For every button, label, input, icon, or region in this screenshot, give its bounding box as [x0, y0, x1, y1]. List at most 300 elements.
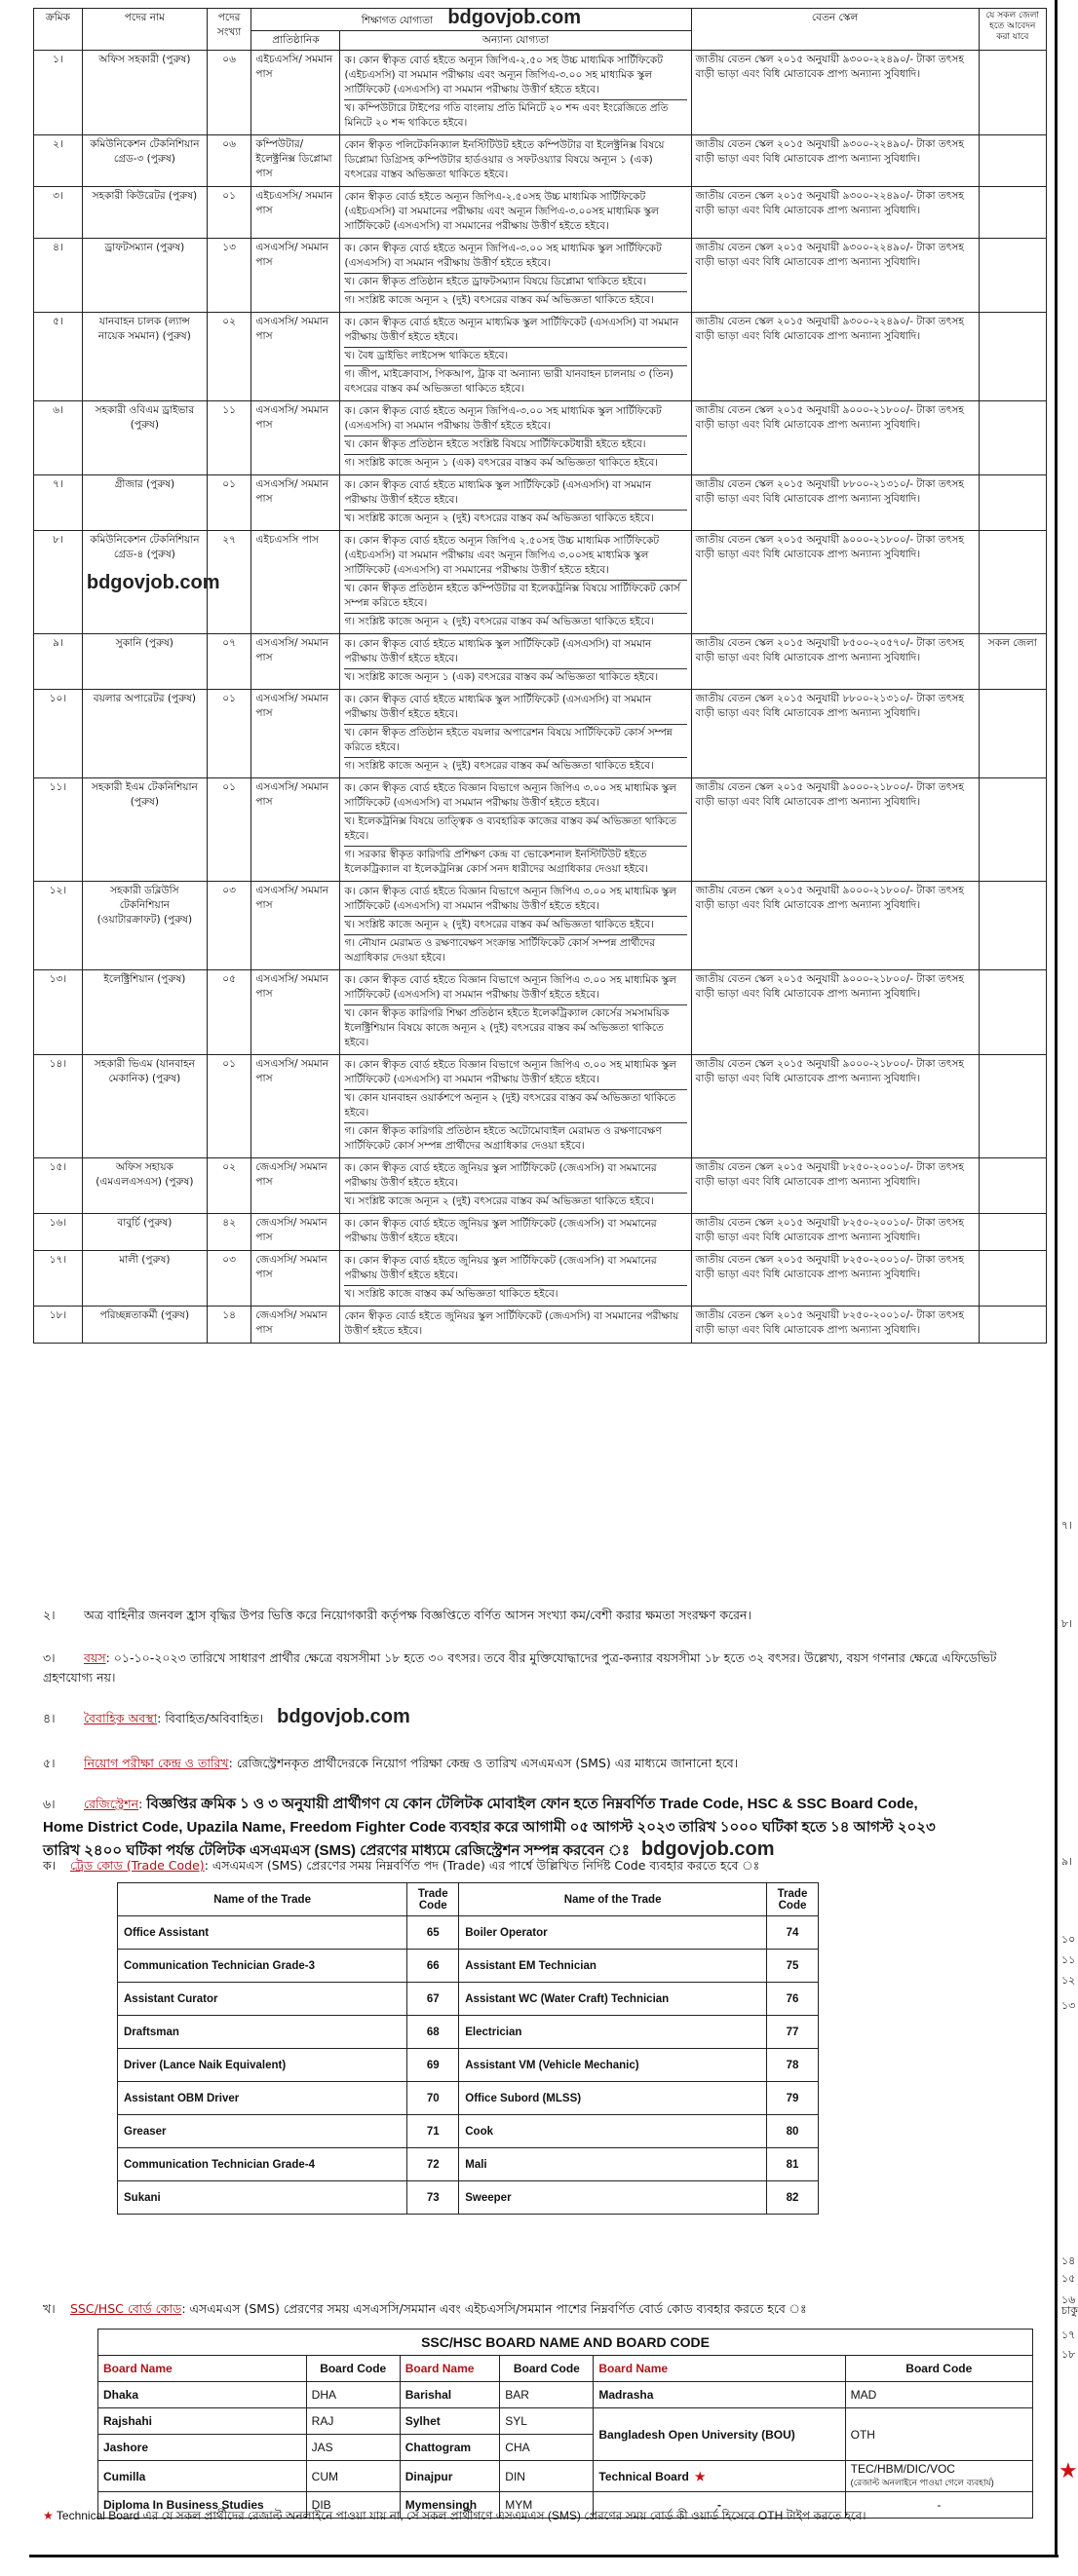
trade-name-cell: Electrician	[459, 2016, 767, 2049]
row-institutional-qualification: এসএসসি/ সমমান পাস	[251, 313, 340, 401]
row-serial: ১৩।	[34, 970, 83, 1055]
row-institutional-qualification: কম্পিউটার/ ইলেক্ট্রনিক্স ডিপ্লোমা পাস	[251, 135, 340, 187]
row-post-count: ০৩	[207, 1251, 251, 1307]
row-post-name: পরিচ্ছন্নতাকর্মী (পুরুষ)	[82, 1307, 207, 1344]
qualification-line: গ। সংশ্লিষ্ট কাজে অন্যূন ২ (দুই) বৎসরের বাস্তব কর্ম অভিজ্ঞতা থাকিতে হইবে।	[344, 616, 654, 627]
board-name-cell: Mymensingh	[400, 2492, 500, 2519]
row-pay-scale: জাতীয় বেতন স্কেল ২০১৫ অনুযায়ী ৯৩০০-২২৪৯০/- টাকা তৎসহ বাড়ী ভাড়া এবং বিধি মোতাবেক প্রাপ্য অন্যান্য সুবিধাদি।	[691, 135, 979, 187]
note-kha-label: SSC/HSC বোর্ড কোড	[70, 2301, 182, 2316]
board-name-cell: Cumilla	[98, 2461, 307, 2492]
table-row	[34, 51, 1047, 135]
row-post-count: ১১	[207, 401, 251, 475]
trade-code-cell: 74	[767, 1916, 819, 1950]
margin-number: ৯।	[1061, 1855, 1073, 1868]
trade-code-cell: 72	[407, 2148, 459, 2181]
board-name-cell: Dinajpur	[400, 2461, 500, 2492]
margin-number: ১৬	[1061, 2293, 1076, 2306]
row-post-name: বয়লার অপারেটর (পুরুষ)	[82, 690, 207, 778]
row-pay-scale: জাতীয় বেতন স্কেল ২০১৫ অনুযায়ী ৯০০০-২১৮০০/- টাকা তৎসহ বাড়ী ভাড়া এবং বিধি মোতাবেক প্রাপ্য অন্যান্য সুবিধাদি।	[691, 778, 979, 882]
row-post-count: ০৩	[207, 882, 251, 970]
row-post-count: ০১	[207, 475, 251, 531]
qualification-line: খ। কোন স্বীকৃত কারিগরি শিক্ষা প্রতিষ্ঠান হইতে ইলেকট্রিক্যাল কোর্সের সমসাময়িক ইলেক্ট্রিশিয়ান বিষয়ে কাজে অন্যূন ২ (দুই) বৎসরের বাস্তব কর্ম অভিজ্ঞতা থাকিতে হইবে।	[344, 1007, 670, 1048]
board-name-cell: -	[594, 2492, 845, 2519]
board-code-cell: CHA	[500, 2435, 594, 2461]
row-other-qualification	[340, 882, 691, 970]
qualification-line: ক। কোন স্বীকৃত বোর্ড হইতে বিজ্ঞান বিভাগে অন্যূন জিপিএ ৩.০০ সহ মাধ্যমিক স্কুল সার্টিফিকেট (এসএসসি) বা সমমান পরীক্ষায় উত্তীর্ণ হইতে হইবে।	[344, 780, 686, 814]
trade-name-cell: Assistant VM (Vehicle Mechanic)	[459, 2049, 767, 2082]
row-other-qualification	[340, 778, 691, 882]
board-table-header	[98, 2356, 1033, 2382]
board-name-cell: Sylhet	[400, 2408, 500, 2435]
qualification-line: খ। কোন স্বীকৃত প্রতিষ্ঠান হইতে ড্রাফটসম্যান বিষয়ে ডিপ্লোমা থাকিতে হইবে।	[344, 274, 686, 292]
trade-code-cell: 68	[407, 2016, 459, 2049]
row-district	[979, 51, 1046, 135]
note-4: ৪। বৈবাহিক অবস্থা: বিবাহিত/অবিবাহিত। bdgovjob.com	[43, 1706, 410, 1727]
trade-name-cell: Sweeper	[459, 2181, 767, 2215]
qualification-line: গ। সরকার স্বীকৃত কারিগরি প্রশিক্ষণ কেন্দ্র বা ভোকেশনাল ইনস্টিটিউট হইতে ইলেকট্রিক্যাল বা ইলেকট্রনিক্স কোর্স সনদ ধারীদের অগ্রাধিকার দেওয়া হইবে।	[344, 849, 649, 875]
row-post-name: সুকানি (পুরুষ)	[82, 634, 207, 690]
row-serial: ৮।	[34, 531, 83, 634]
row-post-count: ০১	[207, 778, 251, 882]
qualification-line: ক। কোন স্বীকৃত বোর্ড হইতে মাধ্যমিক স্কুল সার্টিফিকেট (এসএসসি) বা সমমান পরীক্ষায় উত্তীর্ণ হইতে হইবে।	[344, 477, 686, 511]
table-row	[34, 778, 1047, 882]
margin-number: ১২	[1061, 1974, 1076, 1987]
board-header-code: Board Code	[306, 2356, 400, 2382]
row-other-qualification	[340, 1251, 691, 1307]
row-district	[979, 1158, 1046, 1214]
board-name-cell: Diploma In Business Studies	[98, 2492, 307, 2519]
trade-row	[118, 2016, 819, 2049]
note-3-label: বয়স	[84, 1650, 106, 1665]
watermark-text: bdgovjob.com	[447, 7, 582, 28]
table-row	[34, 690, 1047, 778]
trade-header-code: Trade Code	[407, 1883, 459, 1916]
trade-row	[118, 1950, 819, 1983]
row-district	[979, 1214, 1046, 1251]
row-pay-scale: জাতীয় বেতন স্কেল ২০১৫ অনুযায়ী ৯৩০০-২২৪৯০/- টাকা তৎসহ বাড়ী ভাড়া এবং বিধি মোতাবেক প্রাপ্য অন্যান্য সুবিধাদি।	[691, 239, 979, 313]
row-post-name: ইলেক্ট্রিশিয়ান (পুরুষ)	[82, 970, 207, 1055]
note-2-number: ২।	[43, 1608, 56, 1622]
trade-code-cell: 75	[767, 1950, 819, 1983]
row-institutional-qualification: এইচএসসি/ সমমান পাস	[251, 51, 340, 135]
trade-name-cell: Boiler Operator	[459, 1916, 767, 1950]
row-other-qualification	[340, 313, 691, 401]
note-kha-number: খ।	[43, 2301, 56, 2316]
row-pay-scale: জাতীয় বেতন স্কেল ২০১৫ অনুযায়ী ৮৮০০-২১৩১০/- টাকা তৎসহ বাড়ী ভাড়া এবং বিধি মোতাবেক প্রাপ্য অন্যান্য সুবিধাদি।	[691, 475, 979, 531]
qualification-line: খ। কোন স্বীকৃত প্রতিষ্ঠান হইতে বয়লার অপারেশন বিষয়ে সার্টিফিকেট কোর্স সম্পন্ন করিতে হইবে।	[344, 725, 686, 758]
row-serial: ১৬।	[34, 1214, 83, 1251]
margin-number: ৮।	[1061, 1617, 1073, 1630]
row-post-count: ০২	[207, 313, 251, 401]
row-pay-scale: জাতীয় বেতন স্কেল ২০১৫ অনুযায়ী ৯৩০০-২২৪৯০/- টাকা তৎসহ বাড়ী ভাড়া এবং বিধি মোতাবেক প্রাপ্য অন্যান্য সুবিধাদি।	[691, 313, 979, 401]
note-5-text: রেজিস্ট্রেশনকৃত প্রার্থীদেরকে নিয়োগ পরিক্ষা কেন্দ্র ও তারিখ এসএমএস (SMS) এর মাধ্যমে জানানো হবে।	[236, 1756, 739, 1770]
table-row	[34, 1158, 1047, 1214]
row-serial: ১৭।	[34, 1251, 83, 1307]
qualification-line: ক। কোন স্বীকৃত বোর্ড হইতে মাধ্যমিক স্কুল সার্টিফিকেট (এসএসসি) বা সমমান পরীক্ষায় উত্তীর্ণ হইতে হইবে।	[344, 692, 686, 725]
row-district	[979, 970, 1046, 1055]
qualification-line: ক। কোন স্বীকৃত বোর্ড হইতে অন্যূন জিপিএ-৩.০০ সহ মাধ্যমিক স্কুল সার্টিফিকেট (এসএসসি) বা সমমান পরীক্ষায় উত্তীর্ণ হইতে হইবে।	[344, 241, 686, 274]
qualification-line: কোন স্বীকৃত বোর্ড হইতে জুনিয়র স্কুল সার্টিফিকেট (জেএসসি) বা সমমানের পরীক্ষায় উত্তীর্ণ হইতে হইবে।	[344, 1310, 679, 1337]
board-code-cell: -	[845, 2492, 1032, 2519]
header-post-name: পদের নাম	[82, 9, 207, 51]
row-district	[979, 882, 1046, 970]
qualification-line: খ। কোন স্বীকৃত প্রতিষ্ঠান হইতে সংশ্লিষ্ট বিষয়ে সার্টিফিকেটধারী হইতে হইবে।	[344, 436, 686, 455]
row-post-name: বাবুর্চি (পুরুষ)	[82, 1214, 207, 1251]
table-row	[34, 135, 1047, 187]
row-post-name: কমিউনিকেশন টেকনিশিয়ান গ্রেড-৪ (পুরুষ) bdgovjob.com	[82, 531, 207, 634]
row-institutional-qualification: এসএসসি/ সমমান পাস	[251, 239, 340, 313]
trade-name-cell: Draftsman	[118, 2016, 407, 2049]
row-institutional-qualification: জেএসসি/ সমমান পাস	[251, 1158, 340, 1214]
qualification-line: ক। কোন স্বীকৃত বোর্ড হইতে বিজ্ঞান বিভাগে অন্যূন জিপিএ ৩.০০ সহ মাধ্যমিক স্কুল সার্টিফিকেট (এসএসসি) বা সমমান পরীক্ষায় উত্তীর্ণ হইতে হইবে।	[344, 884, 686, 917]
header-pay-scale: বেতন স্কেল	[691, 9, 979, 51]
table-row	[34, 401, 1047, 475]
row-post-name: কমিউনিকেশন টেকনিশিয়ান গ্রেড-৩ (পুরুষ)	[82, 135, 207, 187]
row-pay-scale: জাতীয় বেতন স্কেল ২০১৫ অনুযায়ী ৮৫০০-২০৫৭০/- টাকা তৎসহ বাড়ী ভাড়া এবং বিধি মোতাবেক প্রাপ্য অন্যান্য সুবিধাদি।	[691, 634, 979, 690]
row-post-name: মালী (পুরুষ)	[82, 1251, 207, 1307]
row-institutional-qualification: এইচএসসি পাস	[251, 531, 340, 634]
row-institutional-qualification: এসএসসি/ সমমান পাস	[251, 690, 340, 778]
board-header-name: Board Name	[594, 2356, 845, 2382]
watermark-text: bdgovjob.com	[640, 1838, 775, 1860]
qualification-line: খ। কোন স্বীকৃত প্রতিষ্ঠান হইতে কম্পিউটার বা ইলেকট্রনিক্স বিষয়ে সার্টিফিকেট কোর্স সম্পন্ন করিতে হইবে।	[344, 581, 686, 614]
qualification-line: খ। সংশ্লিষ্ট কাজে বাস্তব কর্ম অভিজ্ঞতা থাকিতে হইবে।	[344, 1288, 558, 1300]
row-institutional-qualification: এসএসসি/ সমমান পাস	[251, 970, 340, 1055]
board-header-code: Board Code	[500, 2356, 594, 2382]
row-district	[979, 531, 1046, 634]
table-row	[34, 187, 1047, 239]
row-serial: ৭।	[34, 475, 83, 531]
qualification-line: গ। জীপ, মাইক্রোবাস, পিকআপ, ট্রাক বা অন্যান্য ভারী যানবাহন চালনায় ৩ (তিন) বৎসরের বাস্তব কর্ম অভিজ্ঞতা থাকিতে হইবে।	[344, 368, 674, 395]
row-post-name: সহকারী ওবিএম ড্রাইভার (পুরুষ)	[82, 401, 207, 475]
trade-code-cell: 73	[407, 2181, 459, 2215]
trade-code-table	[117, 1882, 819, 2215]
board-row	[98, 2408, 1033, 2435]
trade-row	[118, 2115, 819, 2148]
row-institutional-qualification: জেএসসি/ সমমান পাস	[251, 1214, 340, 1251]
table-row	[34, 970, 1047, 1055]
footer-note	[43, 2506, 1047, 2525]
row-institutional-qualification: এসএসসি/ সমমান পাস	[251, 634, 340, 690]
trade-row	[118, 2181, 819, 2215]
board-code-cell: RAJ	[306, 2408, 400, 2435]
qualification-line: খ। কম্পিউটারে টাইপের গতি বাংলায় প্রতি মিনিটে ২০ শব্দ এবং ইংরেজিতে প্রতি মিনিটে ২০ শব্দ থাকিতে হইবে।	[344, 102, 669, 129]
trade-name-cell: Sukani	[118, 2181, 407, 2215]
row-post-name: সহকারী ইএম টেকনিশিয়ান (পুরুষ)	[82, 778, 207, 882]
qualification-line: ক। কোন স্বীকৃত বোর্ড হইতে জুনিয়র স্কুল সার্টিফিকেট (জেএসসি) বা সমমানের পরীক্ষায় উত্তীর্ণ হইতে হইবে।	[344, 1218, 657, 1244]
row-district	[979, 1055, 1046, 1158]
watermark-text: bdgovjob.com	[277, 1706, 410, 1727]
row-district	[979, 401, 1046, 475]
note-ka-number: ক।	[43, 1858, 57, 1873]
row-post-count: ৪২	[207, 1214, 251, 1251]
board-name-cell: Rajshahi	[98, 2408, 307, 2435]
note-6-label: রেজিস্ট্রেশন	[84, 1797, 139, 1811]
qualification-line: খ। ইলেকট্রনিক্স বিষয়ে তাত্ত্বিক ও ব্যবহারিক কাজের বাস্তব কর্ম অভিজ্ঞতা থাকিতে হইবে।	[344, 814, 686, 847]
row-other-qualification	[340, 239, 691, 313]
note-kha-text: এসএমএস (SMS) প্রেরণের সময় এসএসসি/সমমান এবং এইচএসসি/সমমান পাশের নিম্নবর্ণিত বোর্ড কোড ব্যবহার করতে হবে ঃ	[189, 2301, 807, 2316]
row-post-count: ০৬	[207, 51, 251, 135]
row-serial: ৬।	[34, 401, 83, 475]
board-name-cell: Technical Board ★	[594, 2461, 845, 2492]
margin-number: ৭।	[1061, 1519, 1073, 1532]
row-post-count: ১৩	[207, 239, 251, 313]
row-other-qualification	[340, 1158, 691, 1214]
table-row	[34, 475, 1047, 531]
board-row	[98, 2382, 1033, 2408]
trade-name-cell: Greaser	[118, 2115, 407, 2148]
row-pay-scale: জাতীয় বেতন স্কেল ২০১৫ অনুযায়ী ৯৩০০-২২৪৯০/- টাকা তৎসহ বাড়ী ভাড়া এবং বিধি মোতাবেক প্রাপ্য অন্যান্য সুবিধাদি।	[691, 187, 979, 239]
watermark-text: bdgovjob.com	[86, 572, 220, 593]
qualification-line: ক। কোন স্বীকৃত বোর্ড হইতে অন্যূন জিপিএ-৩.০০ সহ মাধ্যমিক স্কুল সার্টিফিকেট (এসএসসি) বা সমমান পরীক্ষায় উত্তীর্ণ হইতে হইবে।	[344, 403, 686, 436]
note-2-text: অত্র বাহিনীর জনবল হ্রাস বৃদ্ধির উপর ভিত্তি করে নিয়োগকারী কর্তৃপক্ষ বিজ্ঞপ্তিতে বর্ণিত আসন সংখ্যা কম/বেশী করার ক্ষমতা সংরক্ষণ করেন।	[84, 1608, 751, 1622]
row-serial: ২।	[34, 135, 83, 187]
table-row	[34, 1214, 1047, 1251]
row-pay-scale: জাতীয় বেতন স্কেল ২০১৫ অনুযায়ী ৯০০০-২১৮০০/- টাকা তৎসহ বাড়ী ভাড়া এবং বিধি মোতাবেক প্রাপ্য অন্যান্য সুবিধাদি।	[691, 531, 979, 634]
qualification-line: ক। কোন স্বীকৃত বোর্ড হইতে অন্যূন জিপিএ-২.৫০ সহ উচ্চ মাধ্যমিক সার্টিফিকেট (এইচএসসি) বা সমমান পরীক্ষায় এবং অন্যূন জিপিএ-৩.০০ সহ মাধ্যমিক স্কুল সার্টিফিকেট (এসএসসি) বা সমমান পরীক্ষায় উত্তীর্ণ হইতে হইবে।	[344, 53, 686, 100]
row-institutional-qualification: জেএসসি/ সমমান পাস	[251, 1251, 340, 1307]
row-post-name: সহকারী ডব্লিউসি টেকনিশিয়ান (ওয়াটারক্রাফট) (পুরুষ)	[82, 882, 207, 970]
trade-code-cell: 78	[767, 2049, 819, 2082]
board-code-cell: BAR	[500, 2382, 594, 2408]
note-ka: ক। ট্রেড কোড (Trade Code): এসএমএস (SMS) প্রেরণের সময় নিম্নবর্ণিত পদ (Trade) এর পার্শ্বে উল্লিখিত নির্দিষ্ট Code ব্যবহার করতে হবে ঃ	[43, 1856, 1047, 1875]
row-district	[979, 475, 1046, 531]
margin-number: ১১	[1061, 1953, 1076, 1966]
table-row	[34, 313, 1047, 401]
row-other-qualification	[340, 51, 691, 135]
row-other-qualification	[340, 1214, 691, 1251]
row-serial: ৯।	[34, 634, 83, 690]
row-serial: ৪।	[34, 239, 83, 313]
board-header-name: Board Name	[400, 2356, 500, 2382]
table-row	[34, 1055, 1047, 1158]
row-district	[979, 690, 1046, 778]
row-other-qualification	[340, 690, 691, 778]
trade-code-cell: 76	[767, 1983, 819, 2016]
qualification-line: ক। কোন স্বীকৃত বোর্ড হইতে জুনিয়র স্কুল সার্টিফিকেট (জেএসসি) বা সমমানের পরীক্ষায় উত্তীর্ণ হইতে হইবে।	[344, 1253, 686, 1286]
row-institutional-qualification: এসএসসি/ সমমান পাস	[251, 1055, 340, 1158]
trade-code-cell: 65	[407, 1916, 459, 1950]
trade-header-code: Trade Code	[767, 1883, 819, 1916]
trade-header-name: Name of the Trade	[459, 1883, 767, 1916]
trade-row	[118, 2049, 819, 2082]
board-code-cell: JAS	[306, 2435, 400, 2461]
row-serial: ৩।	[34, 187, 83, 239]
trade-code-cell: 79	[767, 2082, 819, 2115]
margin-number: ১৫	[1061, 2272, 1076, 2285]
qualification-line: ক। কোন স্বীকৃত বোর্ড হইতে অন্যূন জিপিএ ২.৫০সহ উচ্চ মাধ্যমিক সার্টিফিকেট (এইচএসসি) বা সমমান পরীক্ষায় এবং অন্যূন জিপিএ ৩.০০সহ মাধ্যমিক স্কুল সার্টিফিকেট (এসএসসি) বা সমমানের পরীক্ষায় উত্তীর্ণ হইতে হইবে।	[344, 533, 686, 581]
row-serial: ১।	[34, 51, 83, 135]
row-post-count: ০২	[207, 1158, 251, 1214]
row-serial: ১৪।	[34, 1055, 83, 1158]
header-education-label: শিক্ষাগত যোগ্যতা	[361, 15, 433, 26]
row-other-qualification	[340, 187, 691, 239]
qualification-line: ক। কোন স্বীকৃত বোর্ড হইতে বিজ্ঞান বিভাগে অন্যূন জিপিএ ৩.০০ সহ মাধ্যমিক স্কুল সার্টিফিকেট (এসএসসি) বা সমমান পরীক্ষায় উত্তীর্ণ হইতে হইবে।	[344, 1057, 686, 1090]
qualification-line: খ। সংশ্লিষ্ট কাজে অন্যূন ১ (এক) বৎসরের বাস্তব কর্ম অভিজ্ঞতা থাকিতে হইবে।	[344, 671, 659, 683]
trade-name-cell: Driver (Lance Naik Equivalent)	[118, 2049, 407, 2082]
note-ka-label: ট্রেড কোড (Trade Code)	[70, 1858, 205, 1873]
row-district: সকল জেলা	[979, 634, 1046, 690]
qualification-line: গ। কোন স্বীকৃত কারিগরি প্রতিষ্ঠান হইতে অটোমোবাইল মেরামত ও রক্ষণাবেক্ষণ সার্টিফিকেট কোর্স সম্পন্ন প্রার্থীদের অগ্রাধিকার দেওয়া হইবে।	[344, 1125, 662, 1152]
qualification-line: গ। সংশ্লিষ্ট কাজে অন্যূন ১ (এক) বৎসরের বাস্তব কর্ম অভিজ্ঞতা থাকিতে হইবে।	[344, 457, 659, 469]
row-serial: ১২।	[34, 882, 83, 970]
trade-code-cell: 69	[407, 2049, 459, 2082]
note-5-number: ৫।	[43, 1756, 56, 1770]
board-code-cell: DHA	[306, 2382, 400, 2408]
row-post-name: ড্রাফটসম্যান (পুরুষ)	[82, 239, 207, 313]
page-border-right	[1055, 0, 1058, 2557]
row-other-qualification	[340, 135, 691, 187]
row-pay-scale: জাতীয় বেতন স্কেল ২০১৫ অনুযায়ী ৮২৫০-২০০১০/- টাকা তৎসহ বাড়ী ভাড়া এবং বিধি মোতাবেক প্রাপ্য অন্যান্য সুবিধাদি।	[691, 1214, 979, 1251]
header-edu-institutional: প্রাতিষ্ঠানিক	[251, 31, 340, 51]
qualification-line: খ। সংশ্লিষ্ট কাজে অন্যূন ২ (দুই) বৎসরের বাস্তব কর্ম অভিজ্ঞতা থাকিতে হইবে।	[344, 917, 686, 935]
trade-code-cell: 70	[407, 2082, 459, 2115]
board-code-table	[97, 2329, 1033, 2519]
trade-name-cell: Mali	[459, 2148, 767, 2181]
row-post-name: অফিস সহায়ক (এমএলএসএস) (পুরুষ)	[82, 1158, 207, 1214]
note-3-number: ৩।	[43, 1650, 56, 1665]
row-post-count: ০৫	[207, 970, 251, 1055]
trade-name-cell: Communication Technician Grade-4	[118, 2148, 407, 2181]
row-district	[979, 239, 1046, 313]
trade-row	[118, 1983, 819, 2016]
note-4-label: বৈবাহিক অবস্থা	[84, 1711, 158, 1725]
board-code-cell: MYM	[500, 2492, 594, 2519]
trade-name-cell: Assistant Curator	[118, 1983, 407, 2016]
table-row	[34, 882, 1047, 970]
table-row	[34, 239, 1047, 313]
page-border-bottom	[29, 2555, 1059, 2557]
row-other-qualification	[340, 1307, 691, 1344]
trade-header-name: Name of the Trade	[118, 1883, 407, 1916]
board-code-cell: MAD	[845, 2382, 1032, 2408]
vacancy-table-header	[34, 9, 1047, 31]
trade-code-cell: 77	[767, 2016, 819, 2049]
trade-name-cell: Assistant WC (Water Craft) Technician	[459, 1983, 767, 2016]
note-kha: খ। SSC/HSC বোর্ড কোড: এসএমএস (SMS) প্রেরণের সময় এসএসসি/সমমান এবং এইচএসসি/সমমান পাশের নিম্নবর্ণিত বোর্ড কোড ব্যবহার করতে হবে ঃ	[43, 2299, 1047, 2319]
trade-name-cell: Assistant EM Technician	[459, 1950, 767, 1983]
table-row	[34, 634, 1047, 690]
row-post-name: সহকারী ভিএম (যানবাহন মেকানিক) (পুরুষ)	[82, 1055, 207, 1158]
row-pay-scale: জাতীয় বেতন স্কেল ২০১৫ অনুযায়ী ৯০০০-২১৮০০/- টাকা তৎসহ বাড়ী ভাড়া এবং বিধি মোতাবেক প্রাপ্য অন্যান্য সুবিধাদি।	[691, 1055, 979, 1158]
board-table-caption: SSC/HSC BOARD NAME AND BOARD CODE	[98, 2330, 1033, 2356]
note-6-line-3: তারিখ ২৪০০ ঘটিকা পর্যন্ত টেলিটক এসএমএস (SMS) প্রেরণের মাধ্যমে রেজিস্ট্রেশন সম্পন্ন করবেন ঃ	[43, 1842, 630, 1859]
row-district	[979, 187, 1046, 239]
note-5: ৫। নিয়োগ পরীক্ষা কেন্দ্র ও তারিখ: রেজিস্ট্রেশনকৃত প্রার্থীদেরকে নিয়োগ পরিক্ষা কেন্দ্র ও তারিখ এসএমএস (SMS) এর মাধ্যমে জানানো হবে।	[43, 1754, 1047, 1773]
note-6-line-1: বিজ্ঞপ্তির ক্রমিক ১ ও ৩ অনুযায়ী প্রার্থীগণ যে কোন টেলিটক মোবাইল ফোন হতে নিম্নবর্ণিত Trade Code, HSC & SSC Board Code,	[146, 1796, 918, 1812]
qualification-line: ক। কোন স্বীকৃত বোর্ড হইতে জুনিয়র স্কুল সার্টিফিকেট (জেএসসি) বা সমমানের পরীক্ষায় উত্তীর্ণ হইতে হইবে।	[344, 1160, 686, 1193]
row-post-count: ২৭	[207, 531, 251, 634]
star-icon: ★	[694, 2469, 706, 2483]
row-pay-scale: জাতীয় বেতন স্কেল ২০১৫ অনুযায়ী ৯০০০-২১৮০০/- টাকা তৎসহ বাড়ী ভাড়া এবং বিধি মোতাবেক প্রাপ্য অন্যান্য সুবিধাদি।	[691, 882, 979, 970]
note-3-text: ০১-১০-২০২৩ তারিখে সাধারণ প্রার্থীর ক্ষেত্রে বয়সসীমা ১৮ হতে ৩০ বৎসর। তবে বীর মুক্তিযোদ্ধাদের পুত্র-কন্যার বয়সসীমা ১৮ হতে ৩২ বৎসর। উল্লেখ্য, বয়স গণনার ক্ষেত্রে এফিডেভিট গ্রহণযোগ্য নয়।	[43, 1650, 997, 1685]
qualification-line: গ। সংশ্লিষ্ট কাজে অন্যূন ২ (দুই) বৎসরের বাস্তব কর্ম অভিজ্ঞতা থাকিতে হইবে।	[344, 294, 654, 306]
row-serial: ১৫।	[34, 1158, 83, 1214]
row-pay-scale: জাতীয় বেতন স্কেল ২০১৫ অনুযায়ী ৯০০০-২১৮০০/- টাকা তৎসহ বাড়ী ভাড়া এবং বিধি মোতাবেক প্রাপ্য অন্যান্য সুবিধাদি।	[691, 970, 979, 1055]
row-other-qualification	[340, 970, 691, 1055]
board-code-cell: TEC/HBM/DIC/VOC (রেজাল্ট অনলাইনে পাওয়া গেলে ব্যবহার্য)	[845, 2461, 1032, 2492]
note-5-label: নিয়োগ পরীক্ষা কেন্দ্র ও তারিখ	[84, 1756, 229, 1770]
star-icon: ★	[43, 2509, 54, 2522]
note-3: ৩। বয়স: ০১-১০-২০২৩ তারিখে সাধারণ প্রার্থীর ক্ষেত্রে বয়সসীমা ১৮ হতে ৩০ বৎসর। তবে বীর মুক্তিযোদ্ধাদের পুত্র-কন্যার বয়সসীমা ১৮ হতে ৩২ বৎসর। উল্লেখ্য, বয়স গণনার ক্ষেত্রে এফিডেভিট গ্রহণযোগ্য নয়।	[43, 1650, 997, 1685]
row-institutional-qualification: এসএসসি/ সমমান পাস	[251, 475, 340, 531]
row-other-qualification	[340, 401, 691, 475]
row-post-name: অফিস সহকারী (পুরুষ)	[82, 51, 207, 135]
qualification-line: ক। কোন স্বীকৃত বোর্ড হইতে মাধ্যমিক স্কুল সার্টিফিকেট (এসএসসি) বা সমমান পরীক্ষায় উত্তীর্ণ হইতে হইবে।	[344, 636, 686, 669]
board-name-cell: Madrasha	[594, 2382, 845, 2408]
footer-note-text: Technical Board এর যে সকল প্রার্থীদের রেজাল্ট অনলাইনে পাওয়া যায় না, সে সকল প্রার্থীগণে এসএমএস (SMS) প্রেরণের সময় বোর্ড কী ওয়ার্ড হিসেবে OTH টাইপ করতে হবে।	[56, 2509, 866, 2522]
qualification-line: খ। সংশ্লিষ্ট কাজে অন্যূন ২ (দুই) বৎসরের বাস্তব কর্ম অভিজ্ঞতা থাকিতে হইবে।	[344, 512, 654, 524]
note-4-number: ৪।	[43, 1711, 56, 1725]
row-post-count: ০৬	[207, 135, 251, 187]
row-other-qualification	[340, 475, 691, 531]
board-row	[98, 2461, 1033, 2492]
row-other-qualification	[340, 531, 691, 634]
board-code-cell: SYL	[500, 2408, 594, 2435]
row-institutional-qualification: জেএসসি/ সমমান পাস	[251, 1307, 340, 1344]
technical-board-note: (রেজাল্ট অনলাইনে পাওয়া গেলে ব্যবহার্য)	[850, 2478, 994, 2487]
row-district	[979, 313, 1046, 401]
row-post-name: সহকারী কিউরেটর (পুরুষ)	[82, 187, 207, 239]
trade-code-cell: 82	[767, 2181, 819, 2215]
margin-number: ১৮	[1061, 2348, 1076, 2361]
qualification-line: কোন স্বীকৃত বোর্ড হইতে অন্যূন জিপিএ-২.৫০সহ উচ্চ মাধ্যমিক সার্টিফিকেট (এইচএসসি) বা সমমানের পরীক্ষায় এবং অন্যূন জিপিএ-৩.০০সহ মাধ্যমিক স্কুল সার্টিফিকেট (এসএসসি) বা সমমানের পরীক্ষায় উত্তীর্ণ হইতে হইবে।	[344, 191, 659, 232]
note-ka-text: এসএমএস (SMS) প্রেরণের সময় নিম্নবর্ণিত পদ (Trade) এর পার্শ্বে উল্লিখিত নির্দিষ্ট Code ব্যবহার করতে হবে ঃ	[212, 1858, 760, 1873]
trade-code-cell: 67	[407, 1983, 459, 2016]
board-code-cell: DIB	[306, 2492, 400, 2519]
row-institutional-qualification: এইচএসসি/ সমমান পাস	[251, 187, 340, 239]
trade-row	[118, 2082, 819, 2115]
row-post-name: গ্রীজার (পুরুষ)	[82, 475, 207, 531]
row-serial: ১১।	[34, 778, 83, 882]
qualification-line: খ। বৈধ ড্রাইভিং লাইসেন্স থাকিতে হইবে।	[344, 348, 686, 366]
margin-number: ১৪	[1061, 2254, 1076, 2267]
qualification-line: খ। সংশ্লিষ্ট কাজে অন্যূন ২ (দুই) বৎসরের বাস্তব কর্ম অভিজ্ঞতা থাকিতে হইবে।	[344, 1195, 654, 1207]
row-serial: ১০।	[34, 690, 83, 778]
row-pay-scale: জাতীয় বেতন স্কেল ২০১৫ অনুযায়ী ৯৩০০-২২৪৯০/- টাকা তৎসহ বাড়ী ভাড়া এবং বিধি মোতাবেক প্রাপ্য অন্যান্য সুবিধাদি।	[691, 51, 979, 135]
board-name-cell: Jashore	[98, 2435, 307, 2461]
trade-name-cell: Office Subord (MLSS)	[459, 2082, 767, 2115]
qualification-line: গ। সংশ্লিষ্ট কাজে অন্যূন ২ (দুই) বৎসরের বাস্তব কর্ম অভিজ্ঞতা থাকিতে হইবে।	[344, 760, 654, 772]
board-name-cell: Barishal	[400, 2382, 500, 2408]
row-district	[979, 1307, 1046, 1344]
trade-row	[118, 2148, 819, 2181]
row-post-count: ০১	[207, 690, 251, 778]
board-name-cell: Chattogram	[400, 2435, 500, 2461]
trade-name-cell: Assistant OBM Driver	[118, 2082, 407, 2115]
note-4-text: বিবাহিত/অবিবাহিত।	[165, 1711, 264, 1725]
qualification-line: কোন স্বীকৃত পলিটেকনিক্যাল ইনস্টিটিউট হইতে কম্পিউটার বা ইলেক্ট্রনিক্স বিষয়ে ডিপ্লোমা ডিগ্রিসহ কম্পিউটার হার্ডওয়ার ও সফটওয়্যার বিষয়ে অন্যূন ১ (এক) বৎসরের বাস্তব অভিজ্ঞতা থাকিতে হইবে।	[344, 139, 665, 180]
board-code-cell: DIN	[500, 2461, 594, 2492]
trade-name-cell: Cook	[459, 2115, 767, 2148]
note-6: ৬। রেজিস্ট্রেশন: বিজ্ঞপ্তির ক্রমিক ১ ও ৩ অনুযায়ী প্রার্থীগণ যে কোন টেলিটক মোবাইল ফোন হতে নিম্নবর্ণিত Trade Code, HSC & SSC Board Code, Home District Code, Upazila Name, Freedom Fighter Code ব্যবহার করে আগামী ০৫ আগস্ট ২০২৩ তারিখ ১০০০ ঘটিকা হতে ১৪ আগস্ট ২০২৩ তারিখ ২৪০০ ঘটিকা পর্যন্ত টেলিটক এসএমএস (SMS) প্রেরণের মাধ্যমে রেজিস্ট্রেশন সম্পন্ন করবেন ঃ bdgovjob.com	[43, 1796, 936, 1860]
row-district	[979, 135, 1046, 187]
row-pay-scale: জাতীয় বেতন স্কেল ২০১৫ অনুযায়ী ৯০০০-২১৮০০/- টাকা তৎসহ বাড়ী ভাড়া এবং বিধি মোতাবেক প্রাপ্য অন্যান্য সুবিধাদি।	[691, 401, 979, 475]
trade-code-header	[118, 1883, 819, 1916]
board-code-cell: OTH	[845, 2408, 1032, 2461]
table-row	[34, 1307, 1047, 1344]
qualification-line: ক। কোন স্বীকৃত বোর্ড হইতে অন্যূন মাধ্যমিক স্কুল সার্টিফিকেট (এসএসসি) বা সমমান পরীক্ষায় উত্তীর্ণ হইতে হইবে।	[344, 315, 686, 348]
margin-number: ১৭	[1061, 2329, 1076, 2341]
note-2	[43, 1606, 1047, 1625]
board-header-code: Board Code	[845, 2356, 1032, 2382]
star-icon: ★	[1059, 2459, 1078, 2483]
row-pay-scale: জাতীয় বেতন স্কেল ২০১৫ অনুযায়ী ৮২৫০-২০০১০/- টাকা তৎসহ বাড়ী ভাড়া এবং বিধি মোতাবেক প্রাপ্য অন্যান্য সুবিধাদি।	[691, 1251, 979, 1307]
vacancy-table	[33, 8, 1047, 1344]
row-pay-scale: জাতীয় বেতন স্কেল ২০১৫ অনুযায়ী ৮৮০০-২১৩১০/- টাকা তৎসহ বাড়ী ভাড়া এবং বিধি মোতাবেক প্রাপ্য অন্যান্য সুবিধাদি।	[691, 690, 979, 778]
row-post-count: ০১	[207, 1055, 251, 1158]
header-post-count: পদের সংখ্যা	[207, 9, 251, 51]
